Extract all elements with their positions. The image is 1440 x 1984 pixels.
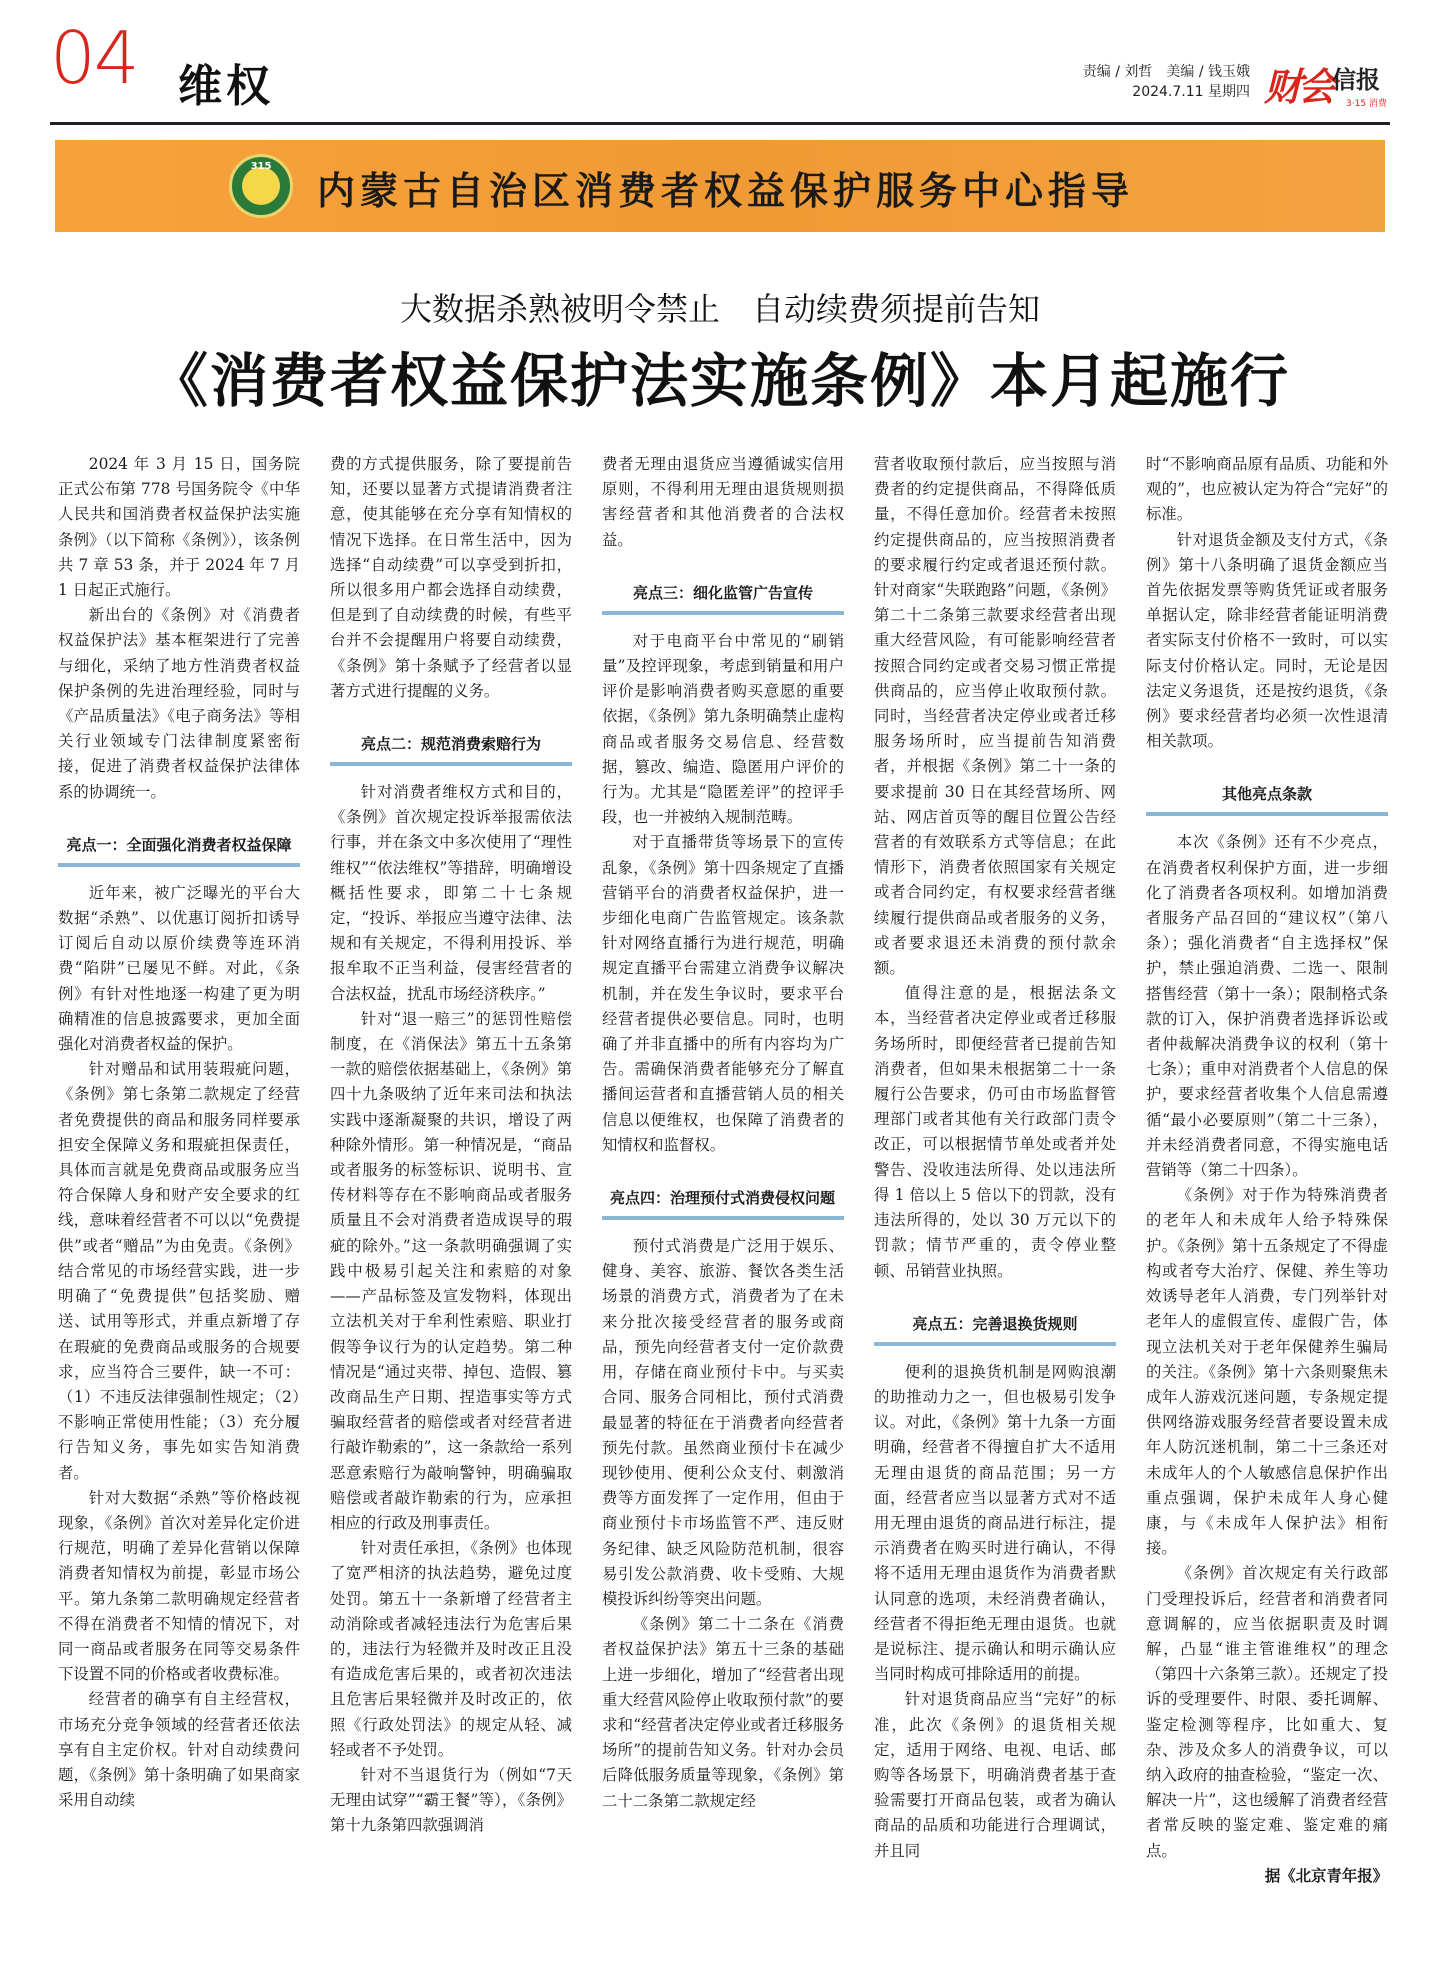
paragraph-continued: 费的方式提供服务，除了要提前告知，还要以显著方式提请消费者注意，使其能够在充分享有知情权的情况下选择。在日常生活中，因为选择“自动续费”可以享受到折扣，所以很多用户都会选择自动续费，但是到了自动续费的时候，有些平台并不会提醒用户将要自动续费，《条例》第十条赋予了经营者以显著方式进行提醒的义务。 [330,455,572,700]
paragraph: 针对赠品和试用装瑕疵问题，《条例》第七条第二款规定了经营者免费提供的商品和服务同样要承担安全保障义务和瑕疵担保责任，具体而言就是免费商品或服务应当符合保障人身和财产安全要求的红线，意味着经营者不可以以“免费提供”或者“赠品”为由免责。《条例》结合常见的市场经营实践，进一步明确了“免费提供”包括奖励、赠送、试用等形式，并重点新增了存在瑕疵的免费商品或服务的合规要求，应当符合三要件，缺一不可：（1）不违反法律强制性规定；（2）不影响正常使用性能；（3）充分履行告知义务，事先如实告知消费者。 [58,1060,300,1482]
article-body [58,452,1388,1952]
paragraph: 针对消费者维权方式和目的，《条例》首次规定投诉举报需依法行事，并在条文中多次使用了“理性维权”“依法维权”等措辞，明确增设概括性要求，即第二十七条规定，“投诉、举报应当遵守法律、法规和有关规定，不得利用投诉、举报牟取不正当利益，侵害经营者的合法权益，扰乱市场经济秩序。” [330,783,572,1003]
masthead [50,18,1390,130]
paragraph: 新出台的《条例》对《消费者权益保护法》基本框架进行了完善与细化，采纳了地方性消费者权益保护条例的先进治理经验，同时与《产品质量法》《电子商务法》等相关行业领域专门法律制度紧密衔接，促进了消费者权益保护法律体系的协调统一。 [58,606,300,801]
banner-text: 内蒙古自治区消费者权益保护服务中心指导 [317,169,1135,213]
sponsor-banner [55,140,1385,232]
paragraph: 《条例》首次规定有关行政部门受理投诉后，经营者和消费者同意调解的，应当依据职责及时调解，凸显“谁主管谁维权”的理念（第四十六条第三款）。还规定了投诉的受理要件、时限、委托调解、鉴定检测等程序，比如重大、复杂、涉及众多人的消费争议，可以纳入政府的抽查检验，“鉴定一次、解决一片”，这也缓解了消费者经营者常反映的鉴定难、鉴定难的痛点。 [1146,1564,1388,1860]
paragraph: 对于直播带货等场景下的宣传乱象，《条例》第十四条规定了直播营销平台的消费者权益保护，进一步细化电商广告监管规定。该条款针对网络直播行为进行规范，明确规定直播平台需建立消费争议解决机制，并在发生争议时，要求平台经营者提供必要信息。同时，也明确了并非直播中的所有内容均为广告。需确保消费者能够充分了解直播间运营者和直播营销人员的相关信息以便维权，也保障了消费者的知情权和监督权。 [602,833,844,1154]
section-heading: 其他亮点条款 [1146,776,1388,816]
paragraph: 针对“退一赔三”的惩罚性赔偿制度，在《消保法》第五十五条第一款的赔偿依据基础上，《条例》第四十九条吸纳了近年来司法和执法实践中逐渐凝聚的共识，增设了两种除外情形。第一种情况是，“商品或者服务的标签标识、说明书、宣传材料等存在不影响商品或者服务质量且不会对消费者造成误导的瑕疵的除外。”这一条款明确强调了实践中极易引起关注和索赔的对象——产品标签及宣发物料，体现出立法机关对于牟利性索赔、职业打假等争议行为的认定趋势。第二种情况是“通过夹带、掉包、造假、篡改商品生产日期、捏造事实等方式骗取经营者的赔偿或者对经营者进行敲诈勒索的”，这一条款给一系列恶意索赔行为敲响警钟，明确骗取赔偿或者敲诈勒索的行为，应承担相应的行政及刑事责任。 [330,1009,572,1532]
paragraph: 便利的退换货机制是网购浪潮的助推动力之一，但也极易引发争议。对此，《条例》第十九条一方面明确，经营者不得擅自扩大不适用无理由退货的商品范围；另一方面，经营者应当以显著方式对不适用无理由退货的商品进行标注，提示消费者在购买时进行确认，不得将不适用无理由退货作为消费者默认同意的选项，未经消费者确认，经营者不得拒绝无理由退货。也就是说标注、提示确认和明示确认应当同时构成可排除适用的前提。 [874,1362,1116,1684]
article-column [602,452,844,1952]
source-credit: 据《北京青年报》 [1264,1866,1388,1885]
logo-brand: 财会 [1264,65,1333,109]
header-rule [50,122,1390,125]
credits [1010,62,1250,102]
paragraph: 预付式消费是广泛用于娱乐、健身、美容、旅游、餐饮各类生活场景的消费方式，消费者为了在未来分批次接受经营者的服务或商品，预先向经营者支付一定价款费用，存储在商业预付卡中。与买卖合同、服务合同相比，预付式消费最显著的特征在于消费者向经营者预先付款。虽然商业预付卡在减少现钞使用、便利公众支付、刺激消费等方面发挥了一定作用，但由于商业预付卡市场监管不严、违反财务纪律、缺乏风险防范机制，很容易引发公款消费、收卡受贿、大规模投诉纠纷等突出问题。 [602,1237,844,1608]
section-heading: 亮点四：治理预付式消费侵权问题 [602,1180,844,1220]
paragraph: 本次《条例》还有不少亮点，在消费者权利保护方面，进一步细化了消费者各项权利。如增加消费者服务产品召回的“建议权”（第八条）；强化消费者“自主选择权”保护，禁止强迫消费、二选一、限制搭售经营（第十一条）；限制格式条款的订入，保护消费者选择诉讼或者仲裁解决消费争议的权利（第十七条）；重申对消费者个人信息的保护，要求经营者收集个人信息需遵循“最小必要原则”（第二十三条），并未经消费者同意，不得实施电话营销等（第二十四条）。 [1146,833,1388,1180]
paragraph: 2024 年 3 月 15 日，国务院正式公布第 778 号国务院令《中华人民共和国消费者权益保护法实施条例》（以下简称《条例》），该条例共 7 章 53 条，并于 2024 年 7 月 1 日起正式施行。 [58,455,300,600]
paragraph: 经营者的确享有自主经营权，市场充分竞争领域的经营者还依法享有自主定价权。针对自动续费问题，《条例》第十条明确了如果商家采用自动续 [58,1690,300,1810]
paragraph: 针对大数据“杀熟”等价格歧视现象，《条例》首次对差异化定价进行规范，明确了差异化营销以保障消费者知情权为前提，彰显市场公平。第九条第二款明确规定经营者不得在消费者不知情的情况下，对同一商品或者服务在同等交易条件下设置不同的价格或者收费标准。 [58,1488,300,1684]
paragraph-continued: 费者无理由退货应当遵循诚实信用原则，不得利用无理由退货规则损害经营者和其他消费者的合法权益。 [602,455,844,549]
paragraph: 值得注意的是，根据法条文本，当经营者决定停业或者迁移服务场所时，即便经营者已提前告知消费者，但如果未根据第二十一条履行公告要求，仍可由市场监督管理部门或者其他有关行政部门责令改正，可以根据情节单处或者并处警告、没收违法所得、处以违法所得 1 倍以上 5 倍以下的罚款，没有违法所得的，处以 30 万元以下的罚款；情节严重的，责令停业整顿、吊销营业执照。 [874,984,1116,1280]
article-column [330,452,572,1952]
article-subtitle: 大数据杀熟被明令禁止 自动续费须提前告知 [399,290,1040,328]
issue-date: 2024.7.11 星期四 [1132,84,1250,100]
paragraph: 《条例》第二十二条在《消费者权益保护法》第五十三条的基础上进一步细化，增加了“经营者出现重大经营风险停止收取预付款”的要求和“经营者决定停业或者迁移服务场所”的提前告知义务。针对办会员后降低服务质量等现象，《条例》第二十二条第二款规定经 [602,1615,844,1810]
paragraph-continued: 营者收取预付款后，应当按照与消费者的约定提供商品，不得降低质量，不得任意加价。经营者未按照约定提供商品的，应当按照消费者的要求履行约定或者退还预付款。针对商家“失联跑路”问题，《条例》第二十二条第三款要求经营者出现重大经营风险，有可能影响经营者按照合同约定或者交易习惯正常提供商品的，应当停止收取预付款。同时，当经营者决定停业或者迁移服务场所时，应当提前告知消费者，并根据《条例》第二十一条的要求提前 30 日在其经营场所、网站、网店首页等的醒目位置公告经营者的有效联系方式等信息；在此情形下，消费者依照国家有关规定或者合同约定，有权要求经营者继续履行提供商品或者服务的义务，或者要求退还未消费的预付款余额。 [874,455,1116,978]
logo-suffix: 信报 [1332,66,1380,94]
article-title: 《消费者权益保护法实施条例》本月起施行 [149,347,1290,415]
paragraph: 针对退货金额及支付方式，《条例》第十八条明确了退货金额应当首先依据发票等购货凭证或者服务单据认定，除非经营者能证明消费者实际支付价格不一致时，可以实际支付价格认定。同时，无论是因法定义务退货，还是按约退货，《条例》要求经营者均必须一次性退清相关款项。 [1146,530,1388,751]
article-column [874,452,1116,1952]
article-column [1146,452,1388,1952]
section-heading: 亮点一：全面强化消费者权益保障 [58,827,300,867]
section-heading: 亮点三：细化监管广告宣传 [602,575,844,615]
emblem-text: 315 [250,161,272,172]
paragraph: 针对退货商品应当“完好”的标准，此次《条例》的退货相关规定，适用于网络、电视、电话、邮购等各场景下，明确消费者基于查验需要打开商品包装，或者为确认商品的品质和功能进行合理调试，并且同 [874,1690,1116,1860]
editor-credit: 责编 / 刘哲 美编 / 钱玉娥 [1082,64,1250,80]
paragraph-continued: 时“不影响商品原有品质、功能和外观的”，也应被认定为符合“完好”的标准。 [1146,455,1388,524]
section-heading: 亮点五：完善退换货规则 [874,1306,1116,1346]
paragraph: 近年来，被广泛曝光的平台大数据“杀熟”、以优惠订阅折扣诱导订阅后自动以原价续费等连环消费“陷阱”已屡见不鲜。对此，《条例》有针对性地逐一构建了更为明确精准的信息披露要求，更加全面强化对消费者权益的保护。 [58,883,300,1054]
paragraph: 对于电商平台中常见的“刷销量”及控评现象，考虑到销量和用户评价是影响消费者购买意愿的重要依据，《条例》第九条明确禁止虚构商品或者服务交易信息、经营数据，篡改、编造、隐匿用户评价的行为。尤其是“隐匿差评”的控评手段，也一并被纳入规制范畴。 [602,631,844,827]
page-number: 04 [50,16,138,100]
paragraph: 《条例》对于作为特殊消费者的老年人和未成年人给予特殊保护。《条例》第十五条规定了不得虚构或者夸大治疗、保健、养生等功效诱导老年人消费，专门列举针对老年人的虚假宣传、虚假广告，体现立法机关对于老年保健养生骗局的关注。《条例》第十六条则聚焦未成年人游戏沉迷问题，专条规定提供网络游戏服务经营者要设置未成年人防沉迷机制，第二十三条还对未成年人的个人敏感信息保护作出重点强调，保护未成年人身心健康，与《未成年人保护法》相衔接。 [1146,1186,1388,1558]
newspaper-logo [1264,56,1390,116]
section-name: 维权 [178,61,274,112]
paragraph: 针对不当退货行为（例如“7天无理由试穿”“霸王餐”等），《条例》第十九条第四款强调消 [330,1765,572,1835]
paragraph: 针对责任承担，《条例》也体现了宽严相济的执法趋势，避免过度处罚。第五十一条新增了经营者主动消除或者减轻违法行为危害后果的，违法行为轻微并及时改正且没有造成危害后果的，或者初次违法且危害后果轻微并及时改正的，依照《行政处罚法》的规定从轻、减轻或者不予处罚。 [330,1539,572,1759]
emblem-icon [229,154,293,218]
article-column [58,452,300,1952]
logo-tag: 3·15 消费 [1346,99,1387,109]
section-heading: 亮点二：规范消费索赔行为 [330,726,572,766]
